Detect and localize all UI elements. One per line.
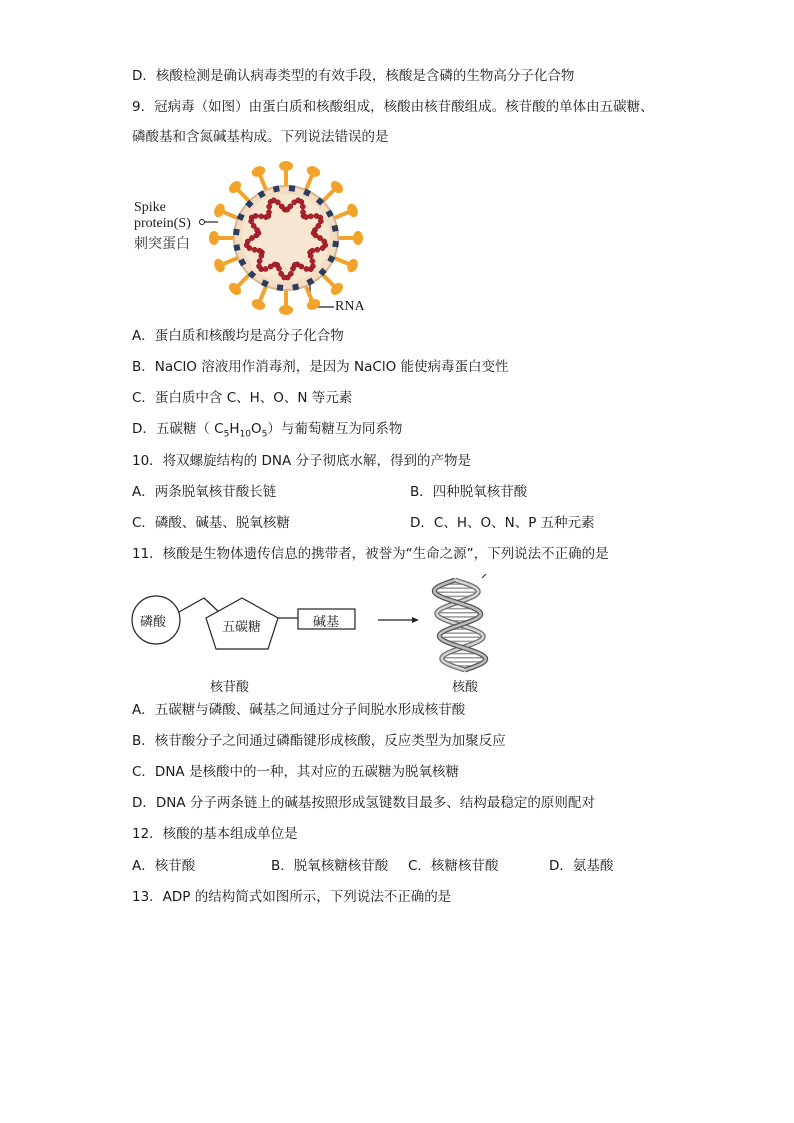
phosphate-sugar-bond-2 <box>204 598 220 613</box>
q10-option-a: A．两条脱氧核苷酸长链 <box>132 484 277 500</box>
spike-head <box>345 257 360 274</box>
q10-option-d: D．C、H、O、N、P 五种元素 <box>410 515 595 531</box>
q12-option-a: A．核苷酸 <box>132 858 196 874</box>
rna-bead <box>252 247 257 252</box>
membrane-protein <box>332 225 339 232</box>
phosphate-sugar-bond <box>179 598 204 612</box>
membrane-protein <box>292 284 299 291</box>
rna-bead <box>268 264 273 269</box>
rna-bead <box>320 245 325 250</box>
spike-head <box>212 202 227 219</box>
spike-head <box>305 297 322 312</box>
nucleotide-diagram <box>130 574 500 698</box>
virus-body <box>209 161 363 315</box>
q13-stem: 13．ADP 的结构简式如图所示，下列说法不正确的是 <box>132 889 452 905</box>
q12-option-d: D．氨基酸 <box>549 858 614 874</box>
rna-bead <box>257 248 262 253</box>
q9-option-c: C．蛋白质中含 C、H、O、N 等元素 <box>132 390 353 406</box>
spike-head <box>345 202 360 219</box>
rna-bead <box>266 210 271 215</box>
rna-bead <box>275 200 280 205</box>
q11-option-b: B．核苷酸分子之间通过磷酯键形成核酸，反应类型为加聚反应 <box>132 733 506 749</box>
q11-option-c: C．DNA 是核酸中的一种，其对应的五碳糖为脱氧核糖 <box>132 764 459 780</box>
rna-label: RNA <box>335 299 365 314</box>
spike-head <box>250 297 267 312</box>
membrane-protein <box>332 241 339 248</box>
q9-option-b: B．NaClO 溶液用作消毒剂，是因为 NaClO 能使病毒蛋白变性 <box>132 359 509 375</box>
helix-top-tick <box>482 574 486 578</box>
dna-helix <box>434 574 486 670</box>
virus-illustration <box>134 160 374 320</box>
rna-bead <box>313 233 318 238</box>
q9-option-d-suffix: ）与葡萄糖互为同系物 <box>267 421 403 437</box>
rna-bead <box>253 213 258 218</box>
spike-label-cn: 刺突蛋白 <box>134 236 190 252</box>
coronavirus-figure <box>134 160 374 320</box>
rna-bead <box>259 214 264 219</box>
rna-bead <box>257 258 262 263</box>
rna-bead <box>318 219 323 224</box>
q12-option-b: B．脱氧核糖核苷酸 <box>271 858 389 874</box>
membrane-protein <box>233 244 240 251</box>
rna-bead <box>267 204 272 209</box>
q9-stem-line1: 9．冠病毒（如图）由蛋白质和核酸组成，核酸由核苷酸组成。核苷酸的单体由五碳糖、 <box>132 99 654 115</box>
nucleotide-figure <box>130 574 500 698</box>
q9-option-d-o: O <box>250 421 262 437</box>
rna-bead <box>303 214 308 219</box>
q9-option-d-h: H <box>229 421 240 437</box>
nucleotide-caption: 核苷酸 <box>210 680 250 695</box>
rna-bead <box>310 258 315 263</box>
rna-bead <box>308 253 313 258</box>
phosphate-label: 磷酸 <box>140 615 167 630</box>
rna-bead <box>300 204 305 209</box>
membrane-protein <box>277 284 284 291</box>
base-label: 碱基 <box>313 615 340 630</box>
spike-head <box>250 164 267 179</box>
membrane-protein <box>289 185 296 192</box>
q12-stem: 12．核酸的基本组成单位是 <box>132 826 298 842</box>
q9-option-d-prefix: D．五碳糖（ C <box>132 421 224 437</box>
rna-bead <box>315 247 320 252</box>
rna-bead <box>251 223 256 228</box>
q10-option-c: C．磷酸、碱基、脱氧核糖 <box>132 515 290 531</box>
spike-head <box>209 231 219 245</box>
q11-option-d: D．DNA 分子两条链上的碱基按照形成氢键数目最多、结构最稳定的原则配对 <box>132 795 595 811</box>
rna-bead <box>304 266 309 271</box>
rna-bead <box>279 271 284 276</box>
spike-head <box>353 231 363 245</box>
spike-label-line1: Spike <box>134 200 166 215</box>
membrane-protein <box>233 229 240 236</box>
q9-option-d <box>132 419 402 445</box>
pentose-label: 五碳糖 <box>222 620 262 635</box>
q9-stem-line2: 磷酸基和含氮碱基构成。下列说法错误的是 <box>132 129 389 145</box>
q12-option-c: C．核糖核苷酸 <box>408 858 499 874</box>
q10-stem: 10．将双螺旋结构的 DNA 分子彻底水解，得到的产物是 <box>132 453 471 469</box>
q9-option-d-sub2: 10 <box>239 429 251 440</box>
spike-pointer-dot <box>200 220 205 225</box>
arrow-head <box>412 617 419 623</box>
membrane-protein <box>273 185 280 192</box>
q11-option-a: A．五碳糖与磷酸、碱基之间通过分子间脱水形成核苷酸 <box>132 702 466 718</box>
spike-label-line2: protein(S) <box>134 216 191 231</box>
q9-option-a: A．蛋白质和核酸均是高分子化合物 <box>132 328 344 344</box>
q9-option-d-sub3: 5 <box>261 429 268 440</box>
q11-stem: 11．核酸是生物体遗传信息的携带者，被誉为“生命之源”，下列说法不正确的是 <box>132 546 609 562</box>
spike-head <box>212 257 227 274</box>
spike-head <box>305 164 322 179</box>
rna-bead <box>308 214 313 219</box>
rna-bead <box>288 204 293 209</box>
rna-bead <box>299 199 304 204</box>
q9-option-d-sub1: 5 <box>223 429 230 440</box>
spike-head <box>279 161 293 171</box>
rna-bead <box>245 239 250 244</box>
rna-bead <box>290 266 295 271</box>
q8-option-d: D．核酸检测是确认病毒类型的有效手段，核酸是含磷的生物高分子化合物 <box>132 68 575 84</box>
spike-head <box>279 305 293 315</box>
q10-option-b: B．四种脱氧核苷酸 <box>410 484 528 500</box>
rna-bead <box>256 264 261 269</box>
nucleic-acid-caption: 核酸 <box>452 680 479 695</box>
